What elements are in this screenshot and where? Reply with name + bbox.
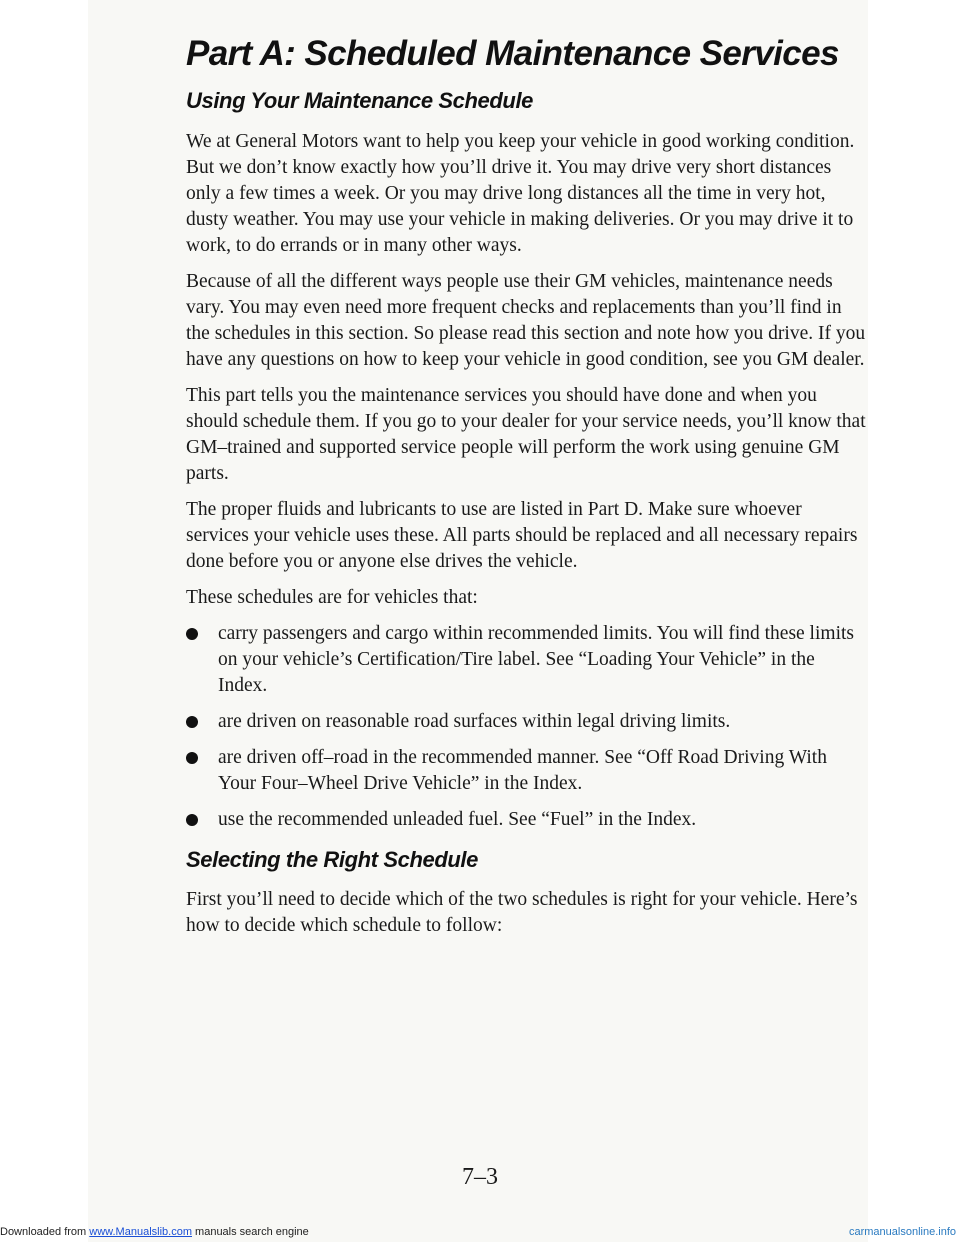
list-item-text: carry passengers and cargo within recommended limits. You will find these limits on your vehicle’s Certification/Tire label. See “Loading Your Vehicle” in the Index.: [218, 622, 854, 696]
paragraph-intro: We at General Motors want to help you keep your vehicle in good working condition. But we don’t know exactly how you’ll drive it. You may drive very short distances only a few times a week. Or you may drive long distances all the time in very hot, dusty weather. You may use your vehicle in making deliveries. Or you may drive it to work, to do errands or in many other ways.: [186, 130, 855, 256]
list-item-text: use the recommended unleaded fuel. See “Fuel” in the Index.: [218, 808, 697, 830]
bullet-icon: [186, 628, 198, 640]
download-footer: [0, 1226, 309, 1238]
bullet-icon: [186, 752, 198, 764]
paragraph-schedules-for: These schedules are for vehicles that:: [186, 586, 478, 608]
footer-prefix: Downloaded from: [0, 1226, 90, 1238]
footer-suffix: manuals search engine: [191, 1226, 309, 1238]
list-item: [186, 621, 866, 699]
list-item: [186, 709, 866, 735]
list-item: [186, 745, 866, 797]
section-heading-right-schedule: Selecting the Right Schedule: [186, 846, 478, 872]
list-item: [186, 807, 866, 833]
page-number: 7–3: [462, 1164, 498, 1190]
paragraph-services: This part tells you the maintenance services you should have done and when you should schedule them. If you go to your dealer for your service needs, you’ll know that GM–trained and supported service people will perform the work using genuine GM parts.: [186, 384, 866, 484]
bullet-icon: [186, 814, 198, 826]
bullet-icon: [186, 716, 198, 728]
page-content: [186, 34, 866, 949]
manualslib-link[interactable]: www.Manualslib.com: [89, 1226, 192, 1238]
paragraph-fluids: The proper fluids and lubricants to use are listed in Part D. Make sure whoever services your vehicle uses these. All parts should be replaced and all necessary repairs done before you or anyone else drives the vehicle.: [186, 498, 858, 572]
section-heading-maintenance-schedule: Using Your Maintenance Schedule: [186, 88, 534, 114]
vehicle-conditions-list: [186, 621, 866, 833]
paragraph-maintenance-needs: Because of all the different ways people use their GM vehicles, maintenance needs vary. You may even need more frequent checks and replacements than you’ll find in the schedules in this section. So please read this section and note how you drive. If you have any questions on how to keep your vehicle in good condition, see you GM dealer.: [186, 270, 866, 370]
part-title: Part A: Scheduled Maintenance Services: [186, 34, 839, 73]
watermark: carmanualsonline.info: [848, 1226, 956, 1238]
list-item-text: are driven off–road in the recommended manner. See “Off Road Driving With Your Four–Wheel Drive Vehicle” in the Index.: [218, 746, 827, 794]
paragraph-decide-schedule: First you’ll need to decide which of the two schedules is right for your vehicle. Here’s how to decide which schedule to follow:: [186, 889, 858, 937]
list-item-text: are driven on reasonable road surfaces within legal driving limits.: [218, 710, 731, 732]
